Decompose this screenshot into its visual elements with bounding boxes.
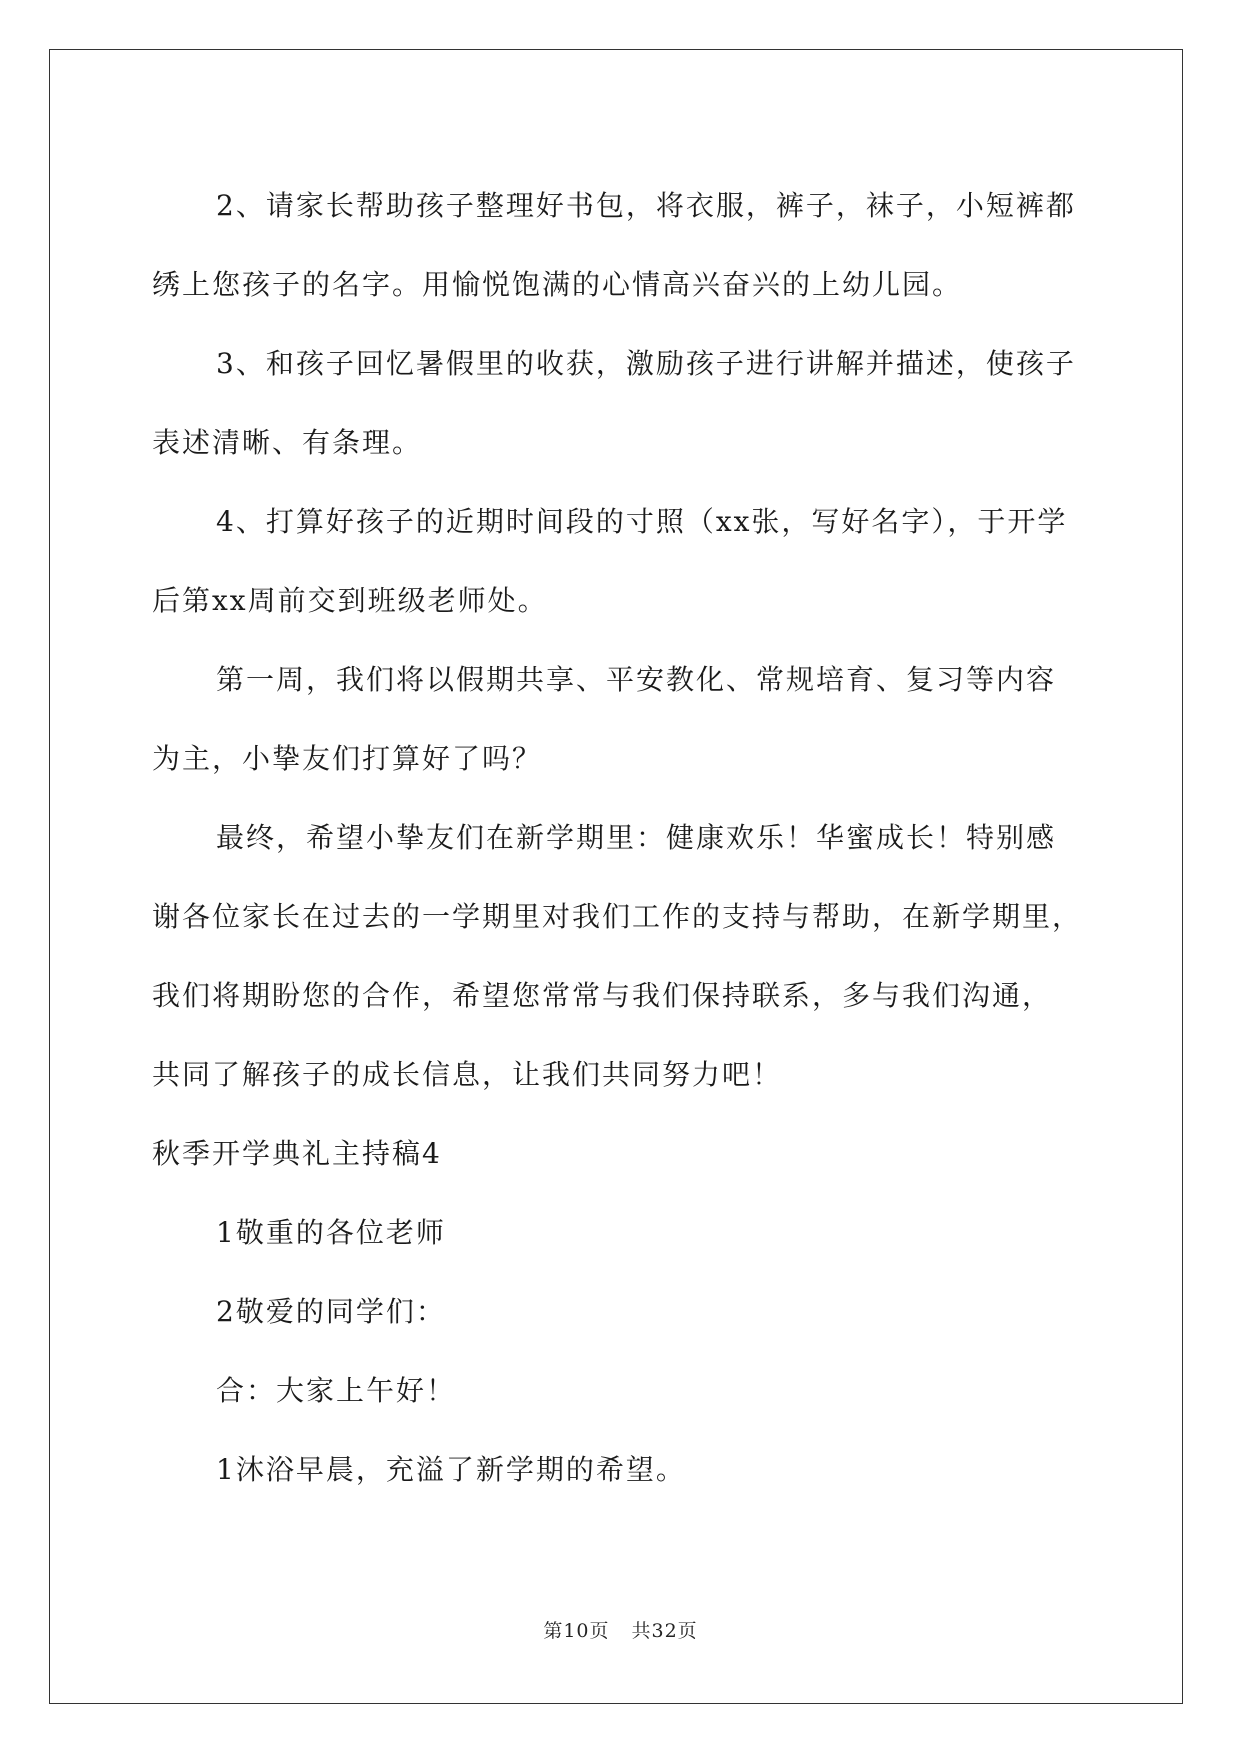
paragraph-line: 2、请家长帮助孩子整理好书包，将衣服，裤子，袜子，小短裤都 bbox=[216, 189, 1076, 222]
paragraph-line: 共同了解孩子的成长信息，让我们共同努力吧！ bbox=[152, 1058, 783, 1091]
paragraph-line: 最终，希望小挚友们在新学期里：健康欢乐！华蜜成长！特别感 bbox=[216, 821, 1057, 854]
script-line-3 bbox=[152, 1351, 1092, 1430]
paragraph-line: 4、打算好孩子的近期时间段的寸照（xx张，写好名字），于开学 bbox=[216, 505, 1068, 538]
script-line-text: 1沐浴早晨，充溢了新学期的希望。 bbox=[216, 1453, 686, 1486]
script-line-text: 1敬重的各位老师 bbox=[216, 1216, 446, 1249]
paragraph-item-4 bbox=[152, 482, 1092, 640]
page-total: 共32页 bbox=[631, 1620, 698, 1642]
paragraph-item-3 bbox=[152, 324, 1092, 482]
script-line-4 bbox=[152, 1430, 1092, 1509]
paragraph-line: 3、和孩子回忆暑假里的收获，激励孩子进行讲解并描述，使孩子 bbox=[216, 347, 1076, 380]
document-body bbox=[152, 166, 1092, 1509]
section-title bbox=[152, 1114, 1092, 1193]
script-line-text: 2敬爱的同学们： bbox=[216, 1295, 446, 1328]
paragraph-line: 第一周，我们将以假期共享、平安教化、常规培育、复习等内容 bbox=[216, 663, 1057, 696]
section-title-text: 秋季开学典礼主持稿4 bbox=[152, 1137, 442, 1170]
script-line-text: 合：大家上午好！ bbox=[216, 1374, 457, 1407]
paragraph-closing bbox=[152, 798, 1092, 1114]
paragraph-line: 为主，小挚友们打算好了吗？ bbox=[152, 742, 543, 775]
page-footer bbox=[0, 1616, 1241, 1643]
paragraph-line: 谢各位家长在过去的一学期里对我们工作的支持与帮助，在新学期里， bbox=[152, 900, 1083, 933]
script-line-2 bbox=[152, 1272, 1092, 1351]
paragraph-line: 绣上您孩子的名字。用愉悦饱满的心情高兴奋兴的上幼儿园。 bbox=[152, 268, 963, 301]
script-line-1 bbox=[152, 1193, 1092, 1272]
paragraph-line: 后第xx周前交到班级老师处。 bbox=[152, 584, 548, 617]
paragraph-item-2 bbox=[152, 166, 1092, 324]
paragraph-first-week bbox=[152, 640, 1092, 798]
paragraph-line: 表述清晰、有条理。 bbox=[152, 426, 423, 459]
page-number: 第10页 bbox=[543, 1620, 610, 1642]
paragraph-line: 我们将期盼您的合作，希望您常常与我们保持联系，多与我们沟通， bbox=[152, 979, 1053, 1012]
